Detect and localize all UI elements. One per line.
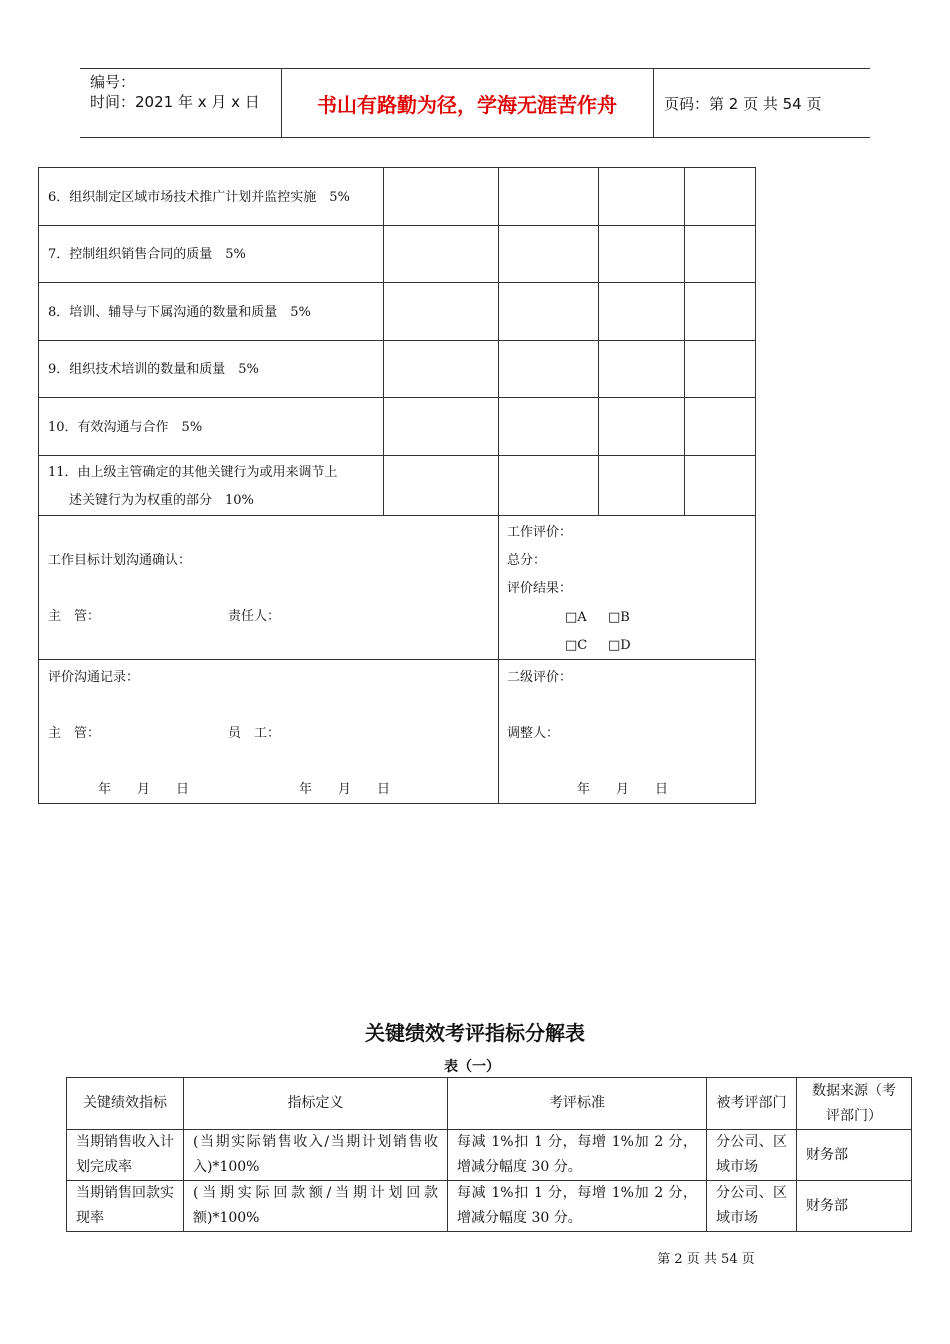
option-d-checkbox[interactable]: □D xyxy=(608,638,631,653)
table-cell: 当期销售收入计划完成率 xyxy=(67,1130,184,1181)
number-label: 编号： xyxy=(90,73,136,91)
kpi-table xyxy=(66,1077,912,1232)
option-b-checkbox[interactable]: □B xyxy=(608,610,630,625)
employee-label: 员 工： xyxy=(228,726,281,741)
header-cell: 数据来源（考评部门） xyxy=(797,1078,912,1130)
page-header xyxy=(80,68,870,138)
table-cell: 财务部 xyxy=(797,1130,912,1181)
second-eval-label: 二级评价： xyxy=(507,670,573,685)
work-eval-label: 工作评价： xyxy=(507,525,573,540)
date-3: 年 月 日 xyxy=(577,782,669,797)
result-label: 评价结果： xyxy=(507,581,573,596)
table-cell: 分公司、区域市场 xyxy=(707,1181,797,1232)
table-cell: (当期实际销售收入/当期计划销售收入)*100% xyxy=(184,1130,448,1181)
confirm-label: 工作目标计划沟通确认： xyxy=(48,553,192,568)
table-subtitle: 表（一） xyxy=(444,1059,500,1075)
table-row xyxy=(67,1181,912,1232)
evaluation-table xyxy=(38,167,756,804)
item-10: 10．有效沟通与合作 5% xyxy=(48,420,203,435)
supervisor-label-2: 主 管： xyxy=(48,726,101,741)
header-cell: 考评标准 xyxy=(448,1078,707,1130)
table-cell: 财务部 xyxy=(797,1181,912,1232)
table-cell: (当期实际回款额/当期计划回款额)*100% xyxy=(184,1181,448,1232)
item-9: 9．组织技术培训的数量和质量 5% xyxy=(48,362,259,377)
supervisor-label: 主 管： xyxy=(48,609,101,624)
header-page-info: 页码：第 2 页 共 54 页 xyxy=(664,94,822,113)
item-6: 6．组织制定区域市场技术推广计划并监控实施 5% xyxy=(48,190,350,205)
item-8: 8．培训、辅导与下属沟通的数量和质量 5% xyxy=(48,305,311,320)
adjuster-label: 调整人： xyxy=(507,726,560,741)
time-label: 时间：2021 年 x 月 x 日 xyxy=(90,93,260,111)
item-11-line2: 述关键行为为权重的部分 10% xyxy=(69,493,254,508)
page-footer: 第 2 页 共 54 页 xyxy=(657,1252,755,1267)
document-title: 关键绩效考评指标分解表 xyxy=(365,1021,585,1045)
header-cell: 指标定义 xyxy=(184,1078,448,1130)
header-motto: 书山有路勤为径，学海无涯苦作舟 xyxy=(281,69,654,137)
table-cell: 每减 1%扣 1 分，每增 1%加 2 分，增减分幅度 30 分。 xyxy=(448,1181,707,1232)
table-cell: 分公司、区域市场 xyxy=(707,1130,797,1181)
responsible-label: 责任人： xyxy=(228,609,281,624)
option-a-checkbox[interactable]: □A xyxy=(565,610,587,625)
item-11-line1: 11．由上级主管确定的其他关键行为或用来调节上 xyxy=(48,465,338,480)
header-cell: 关键绩效指标 xyxy=(67,1078,184,1130)
item-7: 7．控制组织销售合同的质量 5% xyxy=(48,247,246,262)
table-cell: 当期销售回款实现率 xyxy=(67,1181,184,1232)
comm-record-label: 评价沟通记录： xyxy=(48,670,140,685)
date-2: 年 月 日 xyxy=(299,782,391,797)
option-c-checkbox[interactable]: □C xyxy=(565,638,588,653)
table-header-row xyxy=(67,1078,912,1130)
date-1: 年 月 日 xyxy=(98,782,190,797)
header-meta xyxy=(80,69,282,137)
table-row xyxy=(67,1130,912,1181)
table-cell: 每减 1%扣 1 分，每增 1%加 2 分，增减分幅度 30 分。 xyxy=(448,1130,707,1181)
header-cell: 被考评部门 xyxy=(707,1078,797,1130)
total-label: 总分： xyxy=(507,553,547,568)
